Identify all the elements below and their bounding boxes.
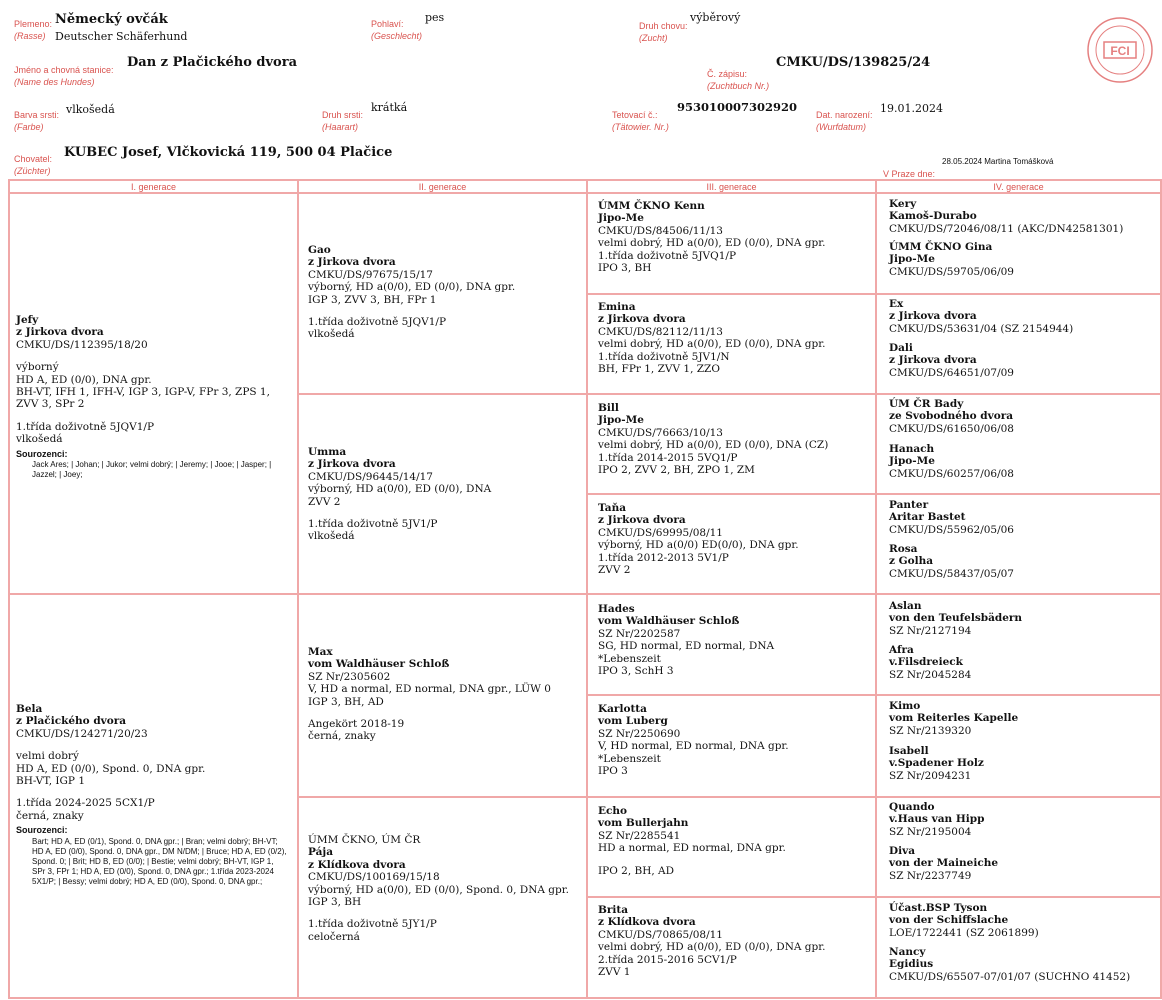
dog-line: vlkošedá bbox=[16, 433, 63, 446]
dog-line: SG, HD normal, ED normal, DNA bbox=[598, 640, 775, 653]
dog-line: vom Luberg bbox=[598, 715, 668, 728]
coat-type-label: Druh srsti: (Haarart) bbox=[322, 110, 364, 132]
dog-line: Umma bbox=[308, 446, 347, 458]
g4-dog-entry bbox=[889, 700, 1018, 737]
g4-dog-entry bbox=[889, 946, 1130, 983]
dog-line: HD A, ED (0/0), DNA gpr. bbox=[16, 373, 152, 386]
dog-line: v.Haus van Hipp bbox=[889, 813, 985, 826]
dog-line: z Jirkova dvora bbox=[16, 326, 104, 339]
dog-line: ÚMM ČKNO Kenn bbox=[598, 200, 705, 212]
siblings-label: Sourozenci: bbox=[16, 448, 68, 459]
dog-line: BH, FPr 1, ZVV 1, ZZO bbox=[598, 363, 720, 376]
dog-line: CMKU/DS/69995/08/11 bbox=[598, 526, 723, 539]
g4-dog-entry bbox=[889, 543, 1014, 580]
dog-line: 1.třída doživotně 5JV1/P bbox=[308, 518, 438, 531]
dog-line bbox=[308, 708, 551, 718]
generation-header-4: IV. generace bbox=[993, 182, 1044, 192]
dog-line: IGP 3, BH, AD bbox=[308, 695, 384, 708]
issued-label: V Praze dne: bbox=[883, 169, 936, 179]
g3-dog-entry bbox=[598, 200, 825, 274]
dog-line bbox=[308, 508, 491, 518]
dog-line: výborný, HD a(0/0), ED (0/0), Spond. 0, DNA gpr. bbox=[308, 883, 569, 896]
dog-line: vom Waldhäuser Schloß bbox=[308, 658, 450, 671]
dog-line: LOE/1722441 (SZ 2061899) bbox=[889, 926, 1039, 939]
dog-line: Dali bbox=[889, 342, 913, 354]
dog-line: Hanach bbox=[889, 443, 935, 455]
g4-dog-entry bbox=[889, 398, 1014, 435]
dog-line: černá, znaky bbox=[308, 730, 376, 743]
dog-line: IPO 3, BH bbox=[598, 262, 652, 275]
dog-line: Jipo-Me bbox=[598, 212, 644, 225]
g4-dog-entry bbox=[889, 644, 971, 681]
dog-line: SZ Nr/2285541 bbox=[598, 829, 681, 842]
dog-line: Max bbox=[308, 646, 333, 658]
stud-book-label: Č. zápisu: (Zuchtbuch Nr.) bbox=[707, 69, 770, 91]
generation-header-2: II. generace bbox=[418, 182, 467, 192]
breeding-type-label: Druh chovu: (Zucht) bbox=[639, 21, 688, 43]
dog-line: Účast.BSP Tyson bbox=[889, 902, 988, 914]
dog-line: v.Spadener Holz bbox=[889, 757, 984, 770]
g4-dog-entry bbox=[889, 241, 1014, 278]
dog-line: 1.třída doživotně 5JQV1/P bbox=[308, 316, 447, 329]
generation-header-3: III. generace bbox=[706, 182, 757, 192]
dog-line: SZ Nr/2195004 bbox=[889, 825, 972, 838]
siblings-list: Jack Ares; | Johan; | Jukor; velmi dobrý; | Jeremy; | Jooe; | Jasper; | Jazzel; | Joey; bbox=[32, 460, 272, 480]
dog-line: velmi dobrý bbox=[16, 750, 79, 763]
dog-line: *Lebenszeit bbox=[598, 652, 661, 665]
dog-line: Hades bbox=[598, 603, 635, 615]
g1-dog-entry bbox=[16, 314, 287, 480]
dog-line: Egidius bbox=[889, 958, 934, 971]
dog-line: SZ Nr/2139320 bbox=[889, 724, 972, 737]
dog-line: vom Waldhäuser Schloß bbox=[598, 615, 740, 628]
dog-line: Isabell bbox=[889, 745, 929, 757]
dog-line: V, HD a normal, ED normal, DNA gpr., LÜW 0 bbox=[308, 683, 551, 696]
dog-line: CMKU/DS/55962/05/06 bbox=[889, 523, 1014, 536]
svg-text:FCI: FCI bbox=[1110, 44, 1130, 58]
sex-value: pes bbox=[425, 11, 445, 24]
dog-line: von der Schiffslache bbox=[889, 914, 1009, 927]
dog-line: výborný, HD a(0/0) ED(0/0), DNA gpr. bbox=[598, 539, 799, 552]
dog-line: Echo bbox=[598, 805, 628, 817]
dog-line bbox=[16, 351, 287, 361]
g4-dog-entry bbox=[889, 443, 1014, 480]
dog-line: SZ Nr/2045284 bbox=[889, 668, 972, 681]
g4-dog-entry bbox=[889, 902, 1039, 939]
dog-line: von der Maineiche bbox=[889, 857, 999, 870]
dog-line: Jipo-Me bbox=[889, 253, 935, 266]
g3-dog-entry bbox=[598, 603, 774, 677]
dog-line: ZVV 1 bbox=[598, 966, 631, 979]
dog-line: celočerná bbox=[308, 930, 360, 943]
breeding-type-value: výběrový bbox=[690, 11, 741, 24]
dog-line: vlkošedá bbox=[308, 328, 355, 341]
dog-line: HD a normal, ED normal, DNA gpr. bbox=[598, 842, 786, 855]
dog-line: z Klídkova dvora bbox=[598, 916, 696, 929]
dog-line: CMKU/DS/76663/10/13 bbox=[598, 426, 723, 439]
dog-line: CMKU/DS/72046/08/11 (AKC/DN42581301) bbox=[889, 222, 1124, 235]
dog-line: 1.třída doživotně 5JQV1/P bbox=[16, 420, 155, 433]
dog-line: výborný, HD a(0/0), ED (0/0), DNA gpr. bbox=[308, 281, 516, 294]
dog-line: z Jirkova dvora bbox=[308, 256, 396, 269]
dog-line: Angekört 2018-19 bbox=[308, 718, 405, 731]
coat-color-label: Barva srsti: (Farbe) bbox=[14, 110, 60, 132]
g4-dog-entry bbox=[889, 342, 1014, 379]
dog-line: velmi dobrý, HD a(0/0), ED (0/0), DNA gpr. bbox=[598, 237, 826, 250]
dog-name: Dan z Plačického dvora bbox=[127, 55, 298, 70]
siblings-list: Bart; HD A, ED (0/1), Spond. 0, DNA gpr.; | Bran; velmi dobrý; BH-VT; HD A, ED (0/0), Spond. 0, DNA gpr., DM N/DM; | Bruce; HD A, ED (0/2), Spond. 0; | Brit; HD B, ED (0/0); | Bestie; velmi dobrý; BH-VT, IGP 1, SPr 3, FPr 1; HD A, ED (0/0), Spond. 0, DNA gpr.; 1.třída 2023-2024 5X1/P; | Bessy; velmi dobrý; HD A, ED (0/0), Spond. 0, DNA gpr.; bbox=[32, 836, 287, 886]
dog-line bbox=[16, 740, 287, 750]
dog-line: 2.třída 2015-2016 5CV1/P bbox=[598, 953, 737, 966]
dog-line: velmi dobrý, HD a(0/0), ED (0/0), DNA gpr. bbox=[598, 941, 826, 954]
g4-dog-entry bbox=[889, 600, 1022, 637]
g2-dog-entry bbox=[308, 646, 551, 743]
birth-date-label: Dat. narození: (Wurfdatum) bbox=[816, 110, 873, 132]
dog-line: SZ Nr/2237749 bbox=[889, 869, 972, 882]
dog-line: CMKU/DS/53631/04 (SZ 2154944) bbox=[889, 322, 1074, 335]
dog-line: Rosa bbox=[889, 543, 918, 555]
tattoo-value: 953010007302920 bbox=[677, 100, 798, 114]
dog-line: z Jirkova dvora bbox=[598, 313, 686, 326]
dog-line: CMKU/DS/96445/14/17 bbox=[308, 470, 433, 483]
generation-header-1: I. generace bbox=[130, 182, 177, 192]
dog-line: CMKU/DS/70865/08/11 bbox=[598, 928, 723, 941]
dog-line: vom Reiterles Kapelle bbox=[889, 712, 1019, 725]
g4-dog-entry bbox=[889, 845, 998, 882]
dog-line: z Klídkova dvora bbox=[308, 858, 406, 871]
coat-type-value: krátká bbox=[371, 101, 408, 114]
dog-line: velmi dobrý, HD a(0/0), ED (0/0), DNA (CZ) bbox=[598, 439, 829, 452]
dog-line: BH-VT, IFH 1, IFH-V, IGP 3, IGP-V, FPr 3, ZPS 1, bbox=[16, 386, 270, 399]
dog-line: Aslan bbox=[889, 600, 922, 612]
dog-line: ZVV 2 bbox=[308, 495, 341, 508]
dog-line: Kery bbox=[889, 198, 917, 210]
dog-line: CMKU/DS/82112/11/13 bbox=[598, 325, 723, 338]
dog-line: výborný, HD a(0/0), ED (0/0), DNA bbox=[308, 483, 492, 496]
dog-line: Jipo-Me bbox=[598, 414, 644, 427]
g3-dog-entry bbox=[598, 502, 799, 576]
dog-line: CMKU/DS/124271/20/23 bbox=[16, 727, 148, 740]
dog-line: vom Bullerjahn bbox=[598, 817, 689, 830]
dog-line: V, HD normal, ED normal, DNA gpr. bbox=[598, 740, 789, 753]
dog-line: v.Filsdreieck bbox=[889, 656, 963, 669]
dog-line: Panter bbox=[889, 499, 929, 511]
dog-line bbox=[598, 855, 786, 865]
dog-line: Nancy bbox=[889, 946, 926, 958]
dog-line: SZ Nr/2127194 bbox=[889, 624, 972, 637]
dog-line: von den Teufelsbädern bbox=[889, 612, 1023, 625]
dog-line: ZVV 2 bbox=[598, 564, 631, 577]
g4-dog-entry bbox=[889, 499, 1014, 536]
dog-line: IGP 3, ZVV 3, BH, FPr 1 bbox=[308, 293, 437, 306]
dog-line: Kamoš-Durabo bbox=[889, 210, 977, 223]
dog-line: Kimo bbox=[889, 700, 921, 712]
breeder-label: Chovatel: (Züchter) bbox=[14, 154, 53, 176]
dog-line: Emina bbox=[598, 301, 636, 313]
g3-dog-entry bbox=[598, 904, 825, 978]
dog-line: Taňa bbox=[598, 502, 627, 514]
dog-line bbox=[308, 908, 569, 918]
breed-label: Plemeno: (Rasse) bbox=[14, 19, 53, 41]
dog-line: 1.třída 2014-2015 5VQ1/P bbox=[598, 451, 738, 464]
dog-line: HD A, ED (0/0), Spond. 0, DNA gpr. bbox=[16, 762, 206, 775]
dog-line: CMKU/DS/58437/05/07 bbox=[889, 567, 1014, 580]
g4-dog-entry bbox=[889, 801, 984, 838]
dog-line: z Golha bbox=[889, 555, 934, 568]
coat-color-value: vlkošedá bbox=[66, 103, 115, 116]
dog-line: 1.třída doživotně 5JY1/P bbox=[308, 918, 437, 931]
dog-line: IPO 3 bbox=[598, 765, 628, 778]
sex-label: Pohlaví: (Geschlecht) bbox=[371, 19, 423, 41]
g4-dog-entry bbox=[889, 745, 984, 782]
dog-line: IGP 3, BH bbox=[308, 896, 362, 909]
dog-line: Gao bbox=[308, 244, 331, 256]
dog-line: CMKU/DS/59705/06/09 bbox=[889, 265, 1014, 278]
dog-line: ÚMM ČKNO Gina bbox=[889, 241, 993, 253]
breeder-value: KUBEC Josef, Vlčkovická 119, 500 04 Plačice bbox=[64, 145, 393, 160]
dog-line: Jefy bbox=[16, 314, 39, 326]
dog-line: SZ Nr/2305602 bbox=[308, 670, 391, 683]
g4-dog-entry bbox=[889, 198, 1123, 235]
dog-line: IPO 2, ZVV 2, BH, ZPO 1, ZM bbox=[598, 464, 755, 477]
dog-line: Diva bbox=[889, 845, 915, 857]
dog-line: *Lebenszeit bbox=[598, 752, 661, 765]
dog-line: 1.třída 2012-2013 5V1/P bbox=[598, 551, 729, 564]
dog-line: Jipo-Me bbox=[889, 455, 935, 468]
g3-dog-entry bbox=[598, 301, 825, 375]
dog-line: velmi dobrý, HD a(0/0), ED (0/0), DNA gpr. bbox=[598, 338, 826, 351]
dog-line: Bill bbox=[598, 402, 619, 414]
dog-line: z Jirkova dvora bbox=[308, 458, 396, 471]
dog-line: CMKU/DS/60257/06/08 bbox=[889, 467, 1014, 480]
dog-line: Karlotta bbox=[598, 703, 647, 715]
dog-line: CMKU/DS/84506/11/13 bbox=[598, 224, 723, 237]
dog-line: z Jirkova dvora bbox=[889, 310, 977, 323]
siblings-label: Sourozenci: bbox=[16, 825, 68, 836]
dog-line: z Jirkova dvora bbox=[598, 514, 686, 527]
dog-line: 1.třída doživotně 5JVQ1/P bbox=[598, 249, 737, 262]
dog-line: Bela bbox=[16, 703, 43, 715]
g2-dog-entry bbox=[308, 446, 491, 543]
dog-line: CMKU/DS/64651/07/09 bbox=[889, 366, 1014, 379]
dog-line: CMKU/DS/97675/15/17 bbox=[308, 268, 433, 281]
dog-line: 1.třída 2024-2025 5CX1/P bbox=[16, 797, 155, 810]
dog-line: výborný bbox=[16, 361, 59, 374]
dog-line: 1.třída doživotně 5JV1/N bbox=[598, 350, 730, 363]
stud-book-value: CMKU/DS/139825/24 bbox=[776, 55, 931, 70]
name-label: Jméno a chovná stanice: (Name des Hundes) bbox=[14, 65, 114, 87]
dog-line: vlkošedá bbox=[308, 530, 355, 543]
g2-dog-entry bbox=[308, 244, 515, 341]
dog-line bbox=[16, 411, 287, 421]
dog-line bbox=[16, 787, 287, 797]
tattoo-label: Tetovací č.: (Tätowier. Nr.) bbox=[612, 110, 669, 132]
dog-line: Quando bbox=[889, 801, 935, 813]
dog-line: SZ Nr/2250690 bbox=[598, 727, 681, 740]
g3-dog-entry bbox=[598, 805, 786, 877]
dog-line: CMKU/DS/100169/15/18 bbox=[308, 871, 440, 884]
dog-line: CMKU/DS/112395/18/20 bbox=[16, 338, 148, 351]
dog-line: Pája bbox=[308, 846, 334, 859]
dog-line: Afra bbox=[889, 644, 914, 656]
dog-line: CMKU/DS/61650/06/08 bbox=[889, 422, 1014, 435]
dog-line: ÚMM ČKNO, ÚM ČR bbox=[308, 834, 421, 846]
g3-dog-entry bbox=[598, 703, 789, 777]
dog-line: IPO 2, BH, AD bbox=[598, 864, 675, 877]
dog-line: z Plačického dvora bbox=[16, 715, 127, 728]
birth-date-value: 19.01.2024 bbox=[880, 102, 943, 115]
dog-line: BH-VT, IGP 1 bbox=[16, 775, 85, 788]
issued-date: 28.05.2024 Martina Tomášková bbox=[942, 157, 1054, 166]
dog-line: ÚM ČR Bady bbox=[889, 398, 964, 410]
dog-line: ZVV 3, SPr 2 bbox=[16, 398, 85, 411]
dog-line: Brita bbox=[598, 904, 629, 916]
breed-value-de: Deutscher Schäferhund bbox=[55, 30, 188, 43]
g1-dog-entry bbox=[16, 703, 287, 887]
dog-line: SZ Nr/2094231 bbox=[889, 769, 972, 782]
dog-line: Ex bbox=[889, 298, 904, 310]
dog-line bbox=[308, 306, 515, 316]
dog-line: IPO 3, SchH 3 bbox=[598, 665, 674, 678]
breed-value: Německý ovčák bbox=[55, 12, 168, 27]
g4-dog-entry bbox=[889, 298, 1073, 335]
dog-line: černá, znaky bbox=[16, 809, 84, 822]
dog-line: Aritar Bastet bbox=[889, 511, 966, 524]
dog-line: CMKU/DS/65507-07/01/07 (SUCHNO 41452) bbox=[889, 970, 1131, 983]
g2-dog-entry bbox=[308, 834, 569, 943]
dog-line: SZ Nr/2202587 bbox=[598, 627, 681, 640]
fci-logo bbox=[1086, 16, 1154, 84]
dog-line: z Jirkova dvora bbox=[889, 354, 977, 367]
g3-dog-entry bbox=[598, 402, 828, 476]
dog-line: ze Svobodného dvora bbox=[889, 410, 1014, 423]
